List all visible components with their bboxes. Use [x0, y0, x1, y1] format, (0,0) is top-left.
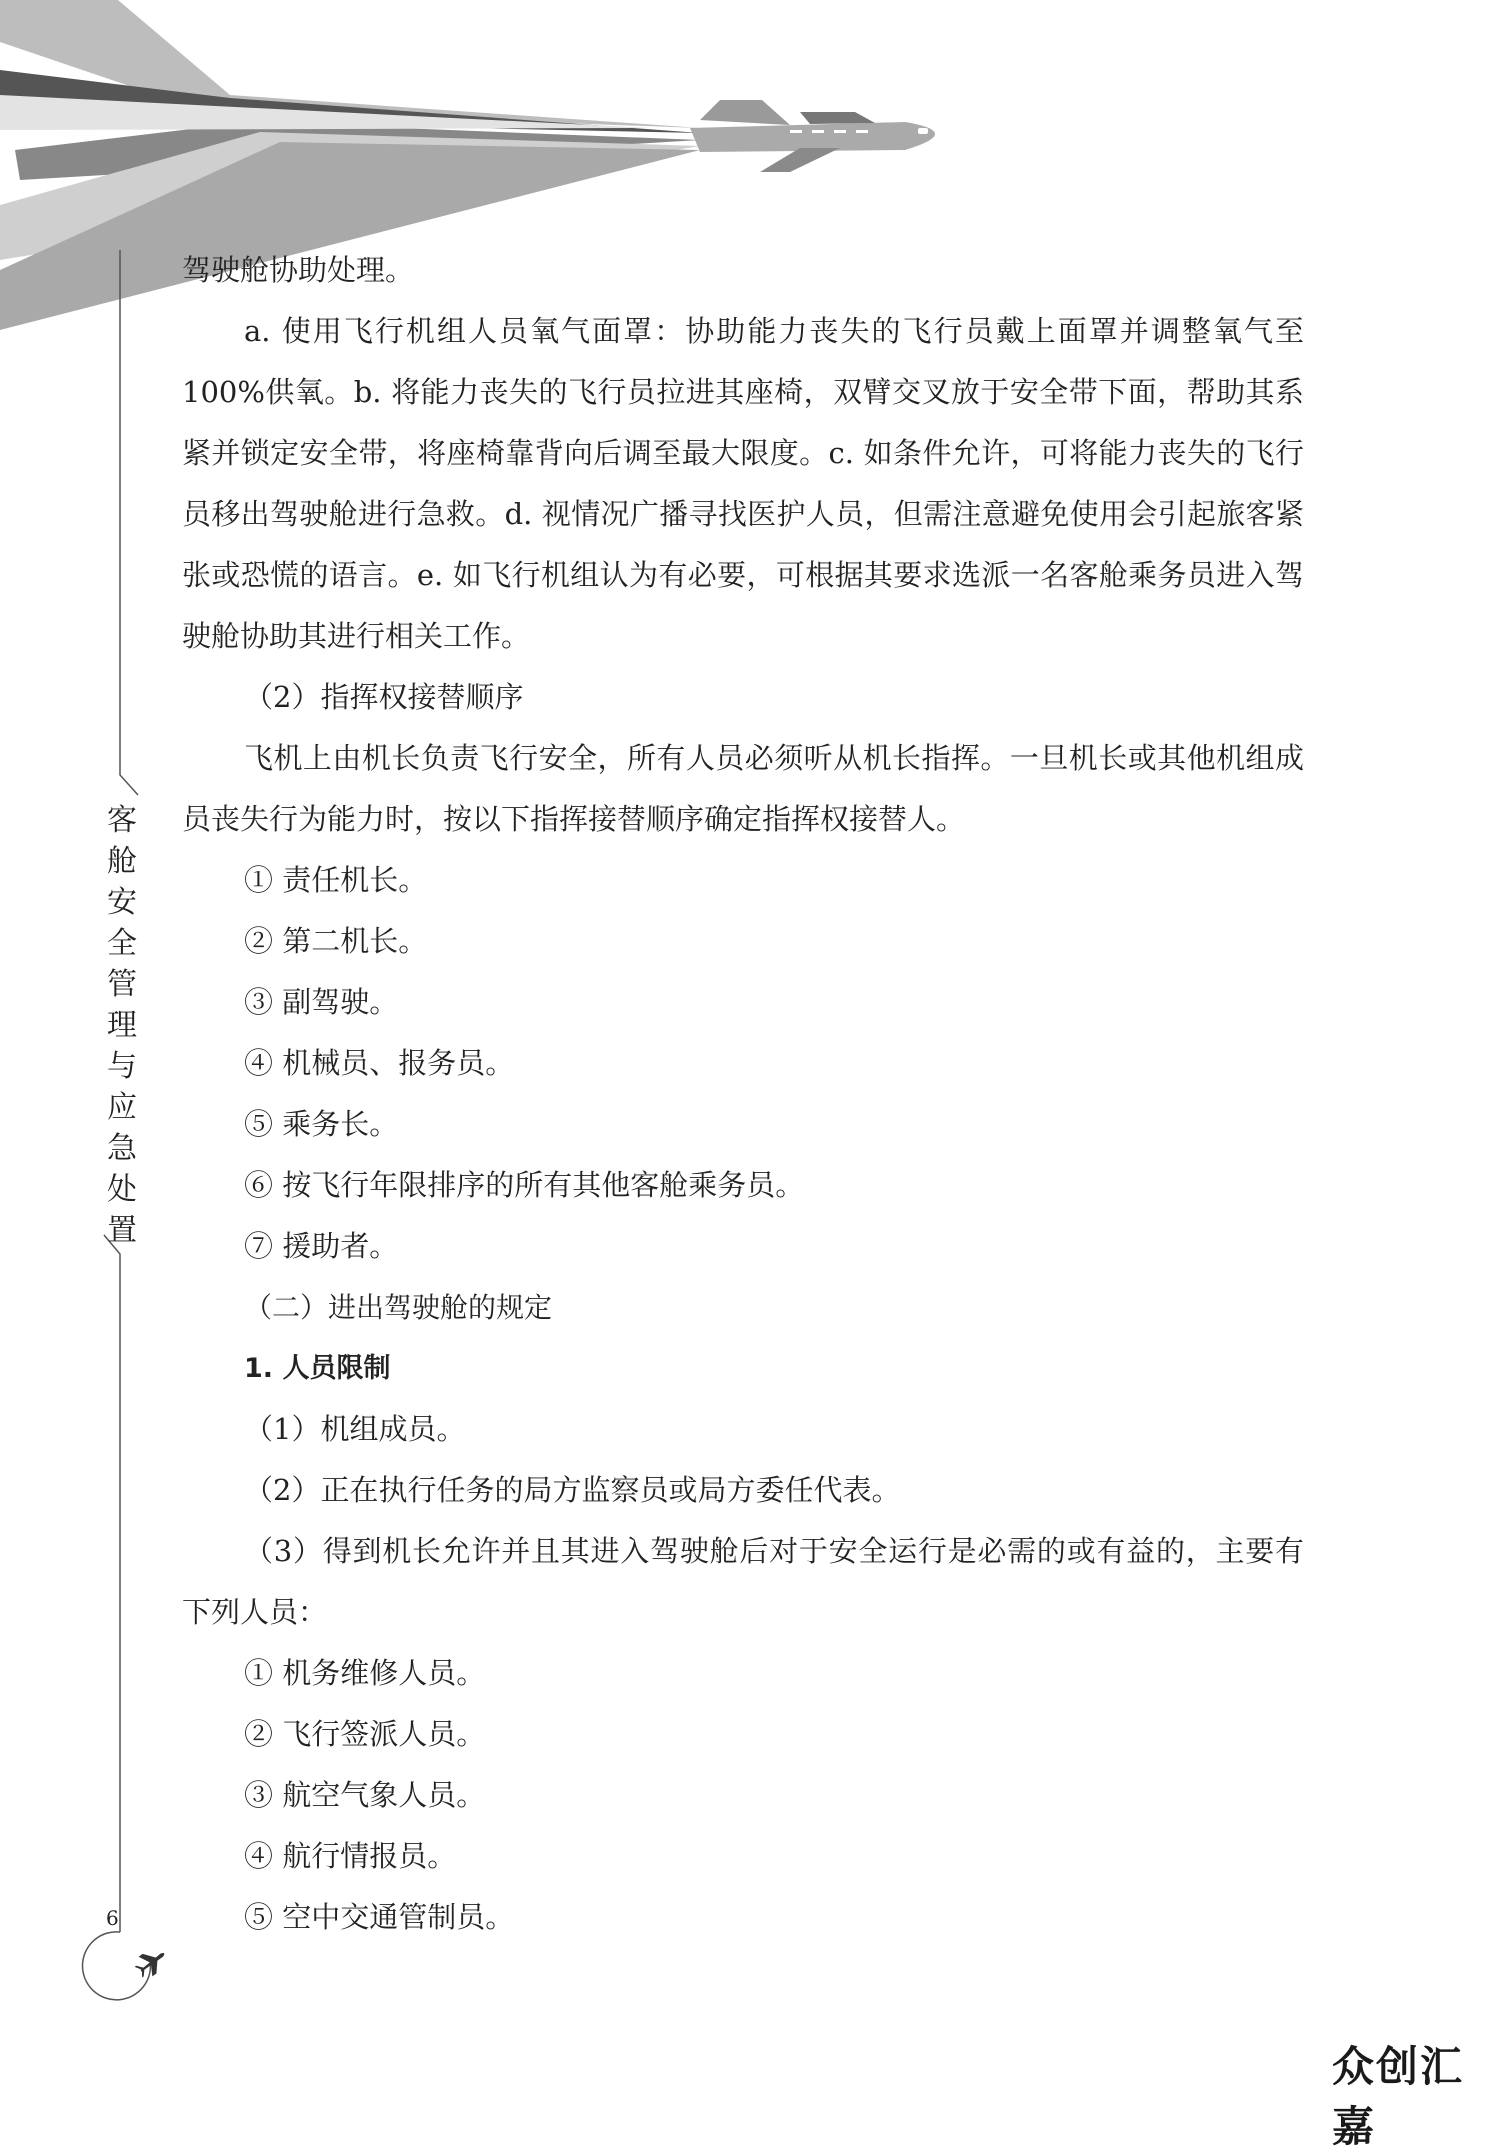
list-item: ⑦ 援助者。 — [244, 1229, 399, 1263]
list-item: ② 飞行签派人员。 — [244, 1717, 486, 1751]
list-item: ③ 航空气象人员。 — [244, 1778, 486, 1812]
section-heading: 1. 人员限制 — [244, 1353, 391, 1384]
list-item: ① 机务维修人员。 — [244, 1656, 486, 1690]
section-heading: （二）进出驾驶舱的规定 — [244, 1291, 553, 1324]
page-number: 6 — [106, 1906, 119, 1930]
margin-vertical-line — [104, 1235, 120, 1932]
list-item: ① 责任机长。 — [244, 863, 428, 897]
paragraph: 飞机上由机长负责飞行安全，所有人员必须听从机长指挥。一旦机长或其他机组成员丧失行为能力时，按以下指挥接替顺序确定指挥权接替人。 — [182, 741, 1304, 836]
paragraph: a. 使用飞行机组人员氧气面罩：协助能力丧失的飞行员戴上面罩并调整氧气至100%供氧。b. 将能力丧失的飞行员拉进其座椅，双臂交叉放于安全带下面，帮助其系紧并锁定安全带，将座椅靠背向后调至最大限度。c. 如条件允许，可将能力丧失的飞行员移出驾驶舱进行急救。d. 视情况广播寻找医护人员，但需注意避免使用会引起旅客紧张或恐慌的语言。e. 如飞行机组认为有必要，可根据其要求选派一名客舱乘务员进入驾驶舱协助其进行相关工作。 — [182, 314, 1304, 653]
list-item: ⑤ 乘务长。 — [244, 1107, 399, 1141]
list-item: （2）指挥权接替顺序 — [244, 680, 524, 714]
airplane-icon — [690, 100, 935, 172]
margin-vertical-line — [120, 250, 138, 795]
list-item: （1）机组成员。 — [244, 1412, 466, 1446]
page-number-circle — [83, 1932, 151, 2000]
small-airplane-icon — [131, 1944, 171, 1982]
body-text — [182, 240, 1304, 1948]
list-item: ⑤ 空中交通管制员。 — [244, 1900, 515, 1934]
paragraph: 驾驶舱协助处理。 — [182, 253, 415, 287]
list-item: ⑥ 按飞行年限排序的所有其他客舱乘务员。 — [244, 1168, 805, 1202]
list-item: ④ 航行情报员。 — [244, 1839, 457, 1873]
list-item: ③ 副驾驶。 — [244, 985, 399, 1019]
list-item: （2）正在执行任务的局方监察员或局方委任代表。 — [244, 1473, 901, 1507]
paragraph: （3）得到机长允许并且其进入驾驶舱后对于安全运行是必需的或有益的，主要有下列人员： — [182, 1534, 1304, 1629]
list-item: ② 第二机长。 — [244, 924, 428, 958]
list-item: ④ 机械员、报务员。 — [244, 1046, 515, 1080]
watermark-logo: 众创汇嘉 — [1332, 2042, 1465, 2151]
margin-decoration — [0, 0, 180, 2094]
chapter-side-title: 客舱安全管理与应急处置 — [107, 803, 137, 1248]
